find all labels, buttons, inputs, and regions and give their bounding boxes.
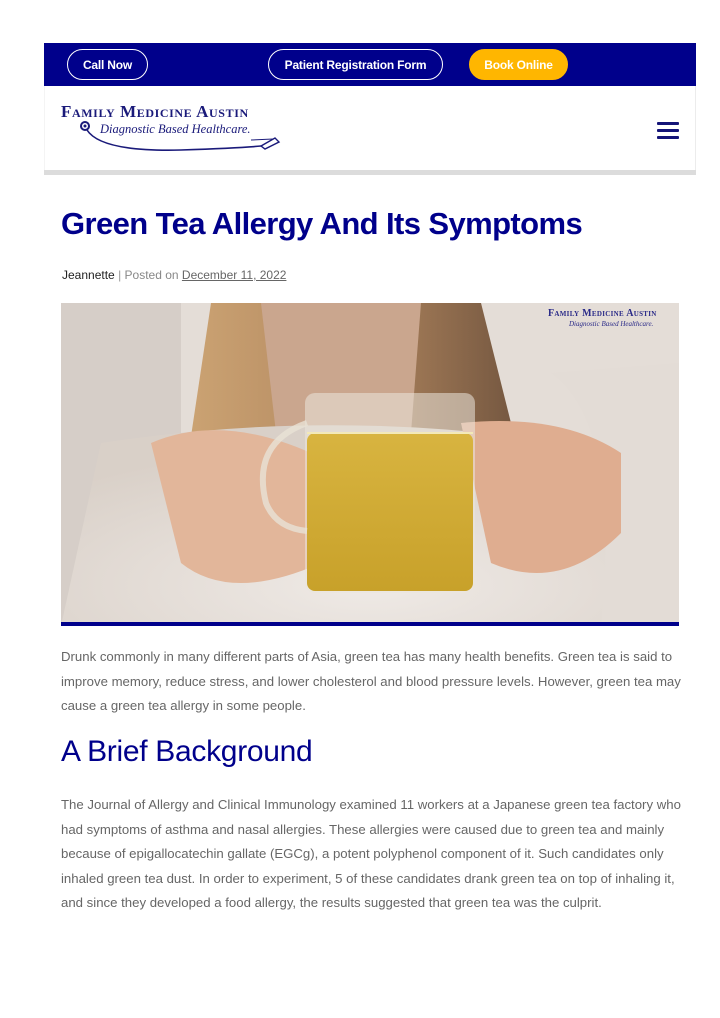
hero-watermark-title: Family Medicine Austin <box>548 308 657 319</box>
book-online-button[interactable]: Book Online <box>469 49 568 80</box>
header-divider <box>44 170 696 175</box>
patient-registration-button[interactable]: Patient Registration Form <box>268 49 443 80</box>
intro-paragraph: Drunk commonly in many different parts of Asia, green tea has many health benefits. Green tea is said to improve memory, reduce stress, and lower cholesterol and blood pressure levels. However, green tea may cause a green tea allergy in some people. <box>61 649 681 713</box>
posted-on-label: Posted on <box>124 268 179 282</box>
meta-separator: | <box>118 268 122 282</box>
call-now-button[interactable]: Call Now <box>67 49 148 80</box>
hamburger-menu-icon[interactable] <box>657 122 679 138</box>
background-paragraph: The Journal of Allergy and Clinical Immunology examined 11 workers at a Japanese green tea factory who had symptoms of asthma and nasal allergies. These allergies were caused due to green tea and mainly because of epigallocatechin gallate (EGCg), a potent polyphenol component of it. Such candidates only inhaled green tea dust. In order to experiment, 5 of these candidates drank green tea on top of inhaling it, and since they developed a food allergy, the results suggested that green tea was the culprit. <box>61 797 681 910</box>
hero-underline <box>61 622 679 626</box>
article-meta <box>62 268 286 282</box>
site-logo[interactable] <box>61 100 297 156</box>
section-heading: A Brief Background <box>61 735 313 768</box>
green-tea-cup-image <box>61 303 679 626</box>
article-title: Green Tea Allergy And Its Symptoms <box>61 206 583 241</box>
logo-tagline: Diagnostic Based Healthcare. <box>100 122 251 136</box>
site-header <box>44 86 696 170</box>
hero-watermark-tagline: Diagnostic Based Healthcare. <box>569 320 654 328</box>
logo-title: Family Medicine Austin <box>61 102 249 121</box>
author-link[interactable]: Jeannette <box>62 268 115 282</box>
top-action-bar <box>44 43 696 86</box>
post-date-link[interactable]: December 11, 2022 <box>181 268 287 282</box>
hero-image <box>61 303 679 626</box>
